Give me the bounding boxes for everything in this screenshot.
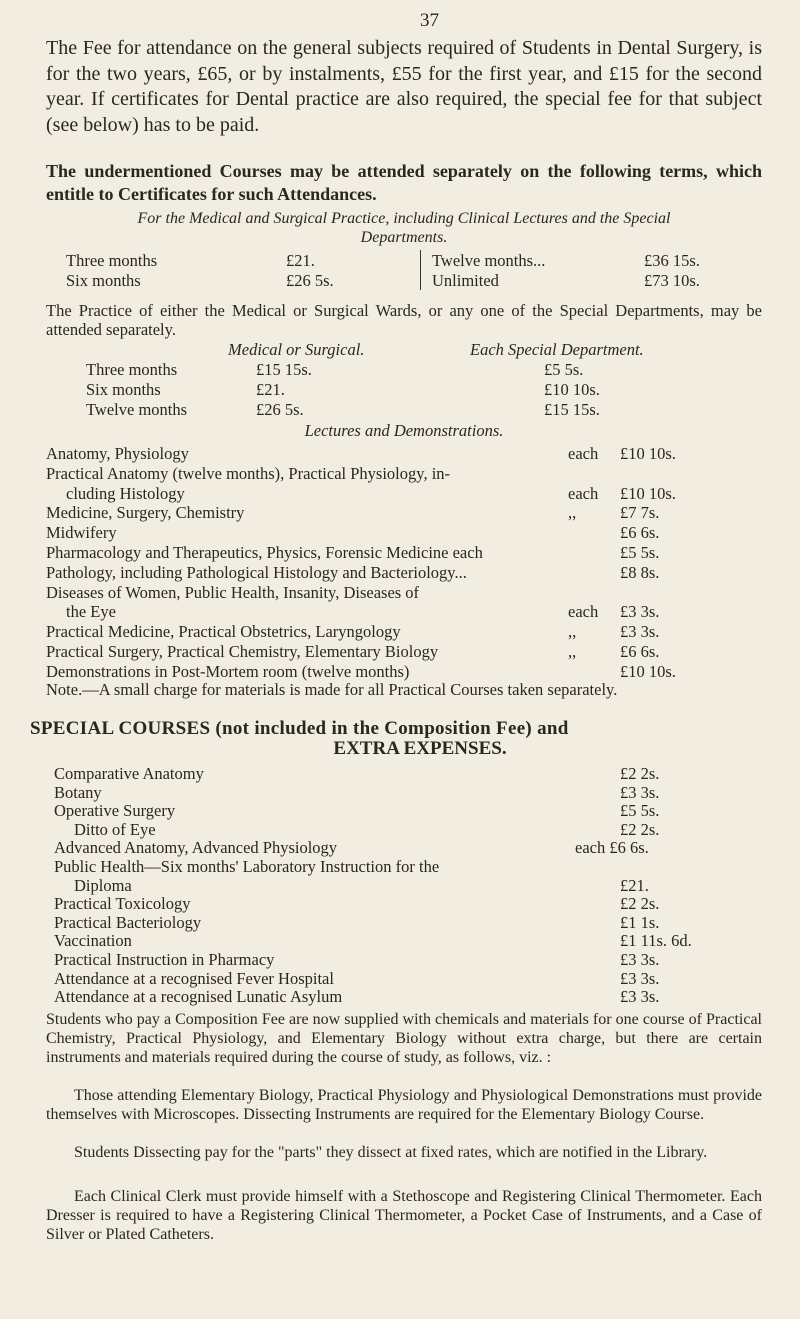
special-courses-heading-line2: EXTRA EXPENSES.: [333, 738, 507, 759]
lecture-label: Practical Anatomy (twelve months), Practical Physiology, in-: [46, 463, 451, 483]
note: Note.—A small charge for materials is made for all Practical Courses taken separately.: [46, 680, 618, 699]
special-course-amount: £21.: [620, 875, 649, 895]
fee-amount: £36 15s.: [644, 251, 700, 270]
lecture-suffix: ,,: [568, 622, 577, 642]
lecture-label: Diseases of Women, Public Health, Insanity, Diseases of: [46, 582, 420, 602]
lecture-label: cluding Histology: [66, 483, 185, 503]
wards-paragraph: The Practice of either the Medical or Surgical Wards, or any one of the Special Departments, may be attended separately.: [46, 301, 762, 339]
wards-row-med: £26 5s.: [256, 400, 304, 419]
lecture-suffix: each: [568, 444, 599, 463]
page-number: 37: [420, 10, 439, 31]
fee-amount: £26 5s.: [286, 271, 334, 290]
lecture-label: Midwifery: [46, 523, 117, 543]
biology-paragraph: Those attending Elementary Biology, Practical Physiology and Physiological Demonstrations must provide themselves with Microscopes. Dissecting Instruments are required for the Elementary Biology Course.: [46, 1087, 762, 1123]
special-course-amount: £3 3s.: [620, 950, 660, 969]
special-course-amount: £2 2s.: [620, 819, 660, 839]
special-course-label: Advanced Anatomy, Advanced Physiology: [54, 838, 338, 858]
lecture-label: Practical Medicine, Practical Obstetrics, Laryngology: [46, 622, 401, 642]
lecture-label: Anatomy, Physiology: [46, 444, 189, 463]
lecture-suffix: each: [568, 483, 599, 503]
dissecting-paragraph: Students Dissecting pay for the "parts" they dissect at fixed rates, which are notified in the Library.: [74, 1144, 708, 1161]
fee-label: Twelve months...: [432, 251, 546, 270]
special-course-amount: £3 3s.: [620, 968, 660, 988]
special-course-amount: £3 3s.: [620, 782, 660, 802]
special-course-amount: £1 1s.: [620, 912, 660, 932]
special-course-label: Attendance at a recognised Lunatic Asylum: [54, 987, 343, 1007]
special-course-label: Practical Toxicology: [54, 894, 191, 914]
special-course-label: Public Health—Six months' Laboratory Instruction for the: [54, 857, 440, 876]
column-divider: [420, 250, 421, 290]
lecture-label: Practical Surgery, Practical Chemistry, Elementary Biology: [46, 642, 439, 661]
lecture-amount: £10 10s.: [620, 661, 676, 681]
special-course-label: Comparative Anatomy: [54, 764, 204, 783]
special-course-amount: £1 11s. 6d.: [620, 931, 692, 951]
lecture-label: Pathology, including Pathological Histology and Bacteriology...: [46, 562, 467, 582]
med-surg-heading-line1: For the Medical and Surgical Practice, including Clinical Lectures and the Special: [137, 210, 671, 227]
special-course-amount: £2 2s.: [620, 764, 660, 783]
wards-row-special: £5 5s.: [544, 360, 584, 379]
special-courses-heading-line1: SPECIAL COURSES (not included in the Composition Fee) and: [30, 718, 569, 739]
lecture-label: Demonstrations in Post-Mortem room (twelve months): [46, 661, 410, 681]
lecture-amount: £8 8s.: [620, 562, 660, 582]
special-course-label: Diploma: [74, 875, 132, 895]
lecture-amount: £6 6s.: [620, 523, 660, 543]
special-course-label: Practical Bacteriology: [54, 912, 202, 932]
lecture-label: the Eye: [66, 602, 116, 622]
lecture-suffix: ,,: [568, 642, 577, 661]
intro-paragraph: The Fee for attendance on the general subjects required of Students in Dental Surgery, is for the two years, £65, or by instalments, £55 for the first year, and £15 for the second year. If certificates for Dental practice are also required, the special fee for that subject (see below) has to be paid.: [46, 37, 762, 136]
lecture-amount: £10 10s.: [620, 483, 676, 503]
lecture-suffix: ,,: [568, 503, 577, 523]
special-course-label: Practical Instruction in Pharmacy: [54, 950, 275, 969]
lecture-label: Medicine, Surgery, Chemistry: [46, 503, 245, 523]
lecture-label: Pharmacology and Therapeutics, Physics, Forensic Medicine each: [46, 543, 483, 562]
wards-row-med: £15 15s.: [256, 360, 312, 379]
fee-amount: £73 10s.: [644, 271, 700, 290]
fee-label: Unlimited: [432, 271, 499, 290]
lecture-amount: £6 6s.: [620, 642, 660, 661]
lecture-amount: £3 3s.: [620, 602, 660, 622]
wards-row-label: Twelve months: [86, 400, 188, 419]
special-course-amount: £3 3s.: [620, 987, 660, 1007]
special-course-label: Operative Surgery: [54, 801, 176, 821]
lecture-amount: £3 3s.: [620, 622, 660, 642]
wards-row-special: £10 10s.: [544, 380, 600, 399]
special-course-label: Attendance at a recognised Fever Hospital: [54, 968, 334, 988]
wards-row-med: £21.: [256, 380, 285, 399]
lecture-suffix: each: [568, 602, 599, 622]
separate-courses-heading: The undermentioned Courses may be attended separately on the following terms, which entitle to Certificates for such Attendances.: [46, 161, 762, 204]
lectures-heading: Lectures and Demonstrations.: [304, 421, 504, 440]
special-course-amount: £2 2s.: [620, 894, 660, 914]
med-surg-heading-line2: Departments.: [360, 229, 448, 246]
col-special-heading: Each Special Department.: [470, 340, 644, 359]
wards-row-label: Three months: [86, 360, 178, 379]
special-course-amount: £5 5s.: [620, 801, 660, 821]
special-course-label: Vaccination: [54, 931, 132, 951]
fee-label: Six months: [66, 271, 141, 290]
composition-paragraph: Students who pay a Composition Fee are now supplied with chemicals and materials for one course of Practical Chemistry, Practical Physiology, and Elementary Biology without extra charge, but there are certain instruments and materials required during the course of study, as follows, viz. :: [46, 1011, 762, 1066]
special-course-label: Botany: [54, 782, 102, 802]
fee-amount: £21.: [286, 251, 315, 270]
special-course-label: Ditto of Eye: [74, 819, 156, 839]
clinical-clerk-paragraph: Each Clinical Clerk must provide himself with a Stethoscope and Registering Clinical Thermometer. Each Dresser is required to have a Registering Clinical Thermometer, a Pocket Case of Instruments, and a Case of Silver or Plated Catheters.: [46, 1188, 762, 1243]
lecture-amount: £7 7s.: [620, 503, 660, 523]
wards-row-special: £15 15s.: [544, 400, 600, 419]
fee-label: Three months: [66, 251, 158, 270]
special-course-amount: each £6 6s.: [575, 838, 649, 858]
col-med-surg-heading: Medical or Surgical.: [228, 340, 365, 359]
wards-row-label: Six months: [86, 380, 161, 399]
lecture-amount: £5 5s.: [620, 543, 660, 562]
lecture-amount: £10 10s.: [620, 444, 676, 463]
